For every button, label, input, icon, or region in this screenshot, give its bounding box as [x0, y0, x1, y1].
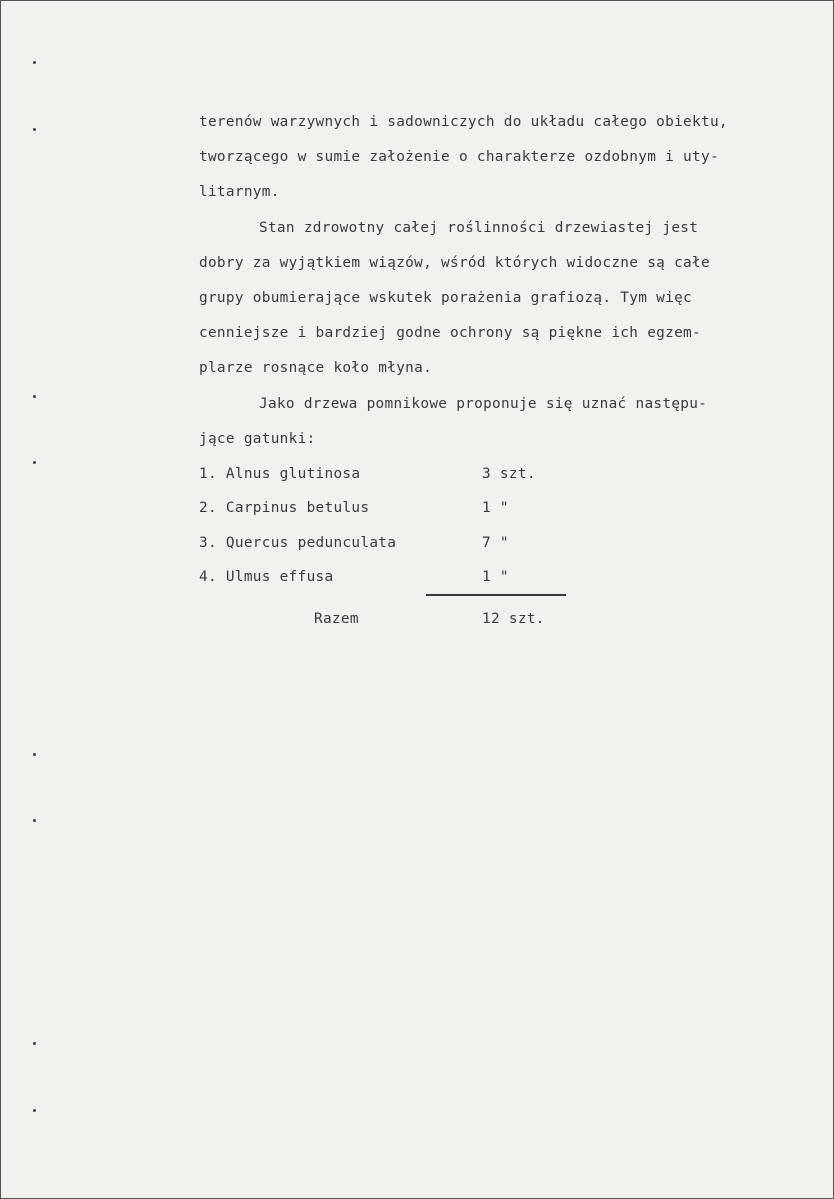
paragraph-3-line-1: Jako drzewa pomnikowe proponuje się uznać następu-	[259, 396, 708, 412]
margin-dot	[33, 819, 36, 822]
paragraph-2-line-1: Stan zdrowotny całej roślinności drzewiastej jest	[259, 220, 699, 236]
margin-dot	[33, 1042, 36, 1045]
total-label: Razem	[314, 611, 359, 627]
paragraph-2-line-5: plarze rosnące koło młyna.	[199, 360, 433, 376]
paragraph-1-line-2: tworzącego w sumie założenie o charakterze ozdobnym i uty-	[199, 149, 719, 165]
total-value: 12 szt.	[482, 611, 545, 627]
paragraph-1-line-3: litarnym.	[199, 184, 280, 200]
species-name: 4. Ulmus effusa	[199, 569, 334, 585]
margin-dot	[33, 461, 36, 464]
paragraph-3-line-2: jące gatunki:	[199, 431, 316, 447]
species-name: 2. Carpinus betulus	[199, 500, 370, 516]
margin-dot	[33, 128, 36, 131]
paragraph-1-line-1: terenów warzywnych i sadowniczych do układu całego obiektu,	[199, 114, 728, 130]
margin-dot	[33, 753, 36, 756]
margin-dot	[33, 1109, 36, 1112]
species-quantity: 7 "	[482, 535, 509, 551]
species-quantity: 1 "	[482, 500, 509, 516]
margin-dot	[33, 395, 36, 398]
species-quantity: 3 szt.	[482, 466, 536, 482]
paragraph-2-line-4: cenniejsze i bardziej godne ochrony są piękne ich egzem-	[199, 325, 701, 341]
species-name: 3. Quercus pedunculata	[199, 535, 397, 551]
sum-rule	[426, 594, 566, 596]
margin-dot	[33, 61, 36, 64]
paragraph-2-line-3: grupy obumierające wskutek porażenia grafiozą. Tym więc	[199, 290, 693, 306]
species-quantity: 1 "	[482, 569, 509, 585]
species-name: 1. Alnus glutinosa	[199, 466, 361, 482]
paragraph-2-line-2: dobry za wyjątkiem wiązów, wśród których widoczne są całe	[199, 255, 710, 271]
